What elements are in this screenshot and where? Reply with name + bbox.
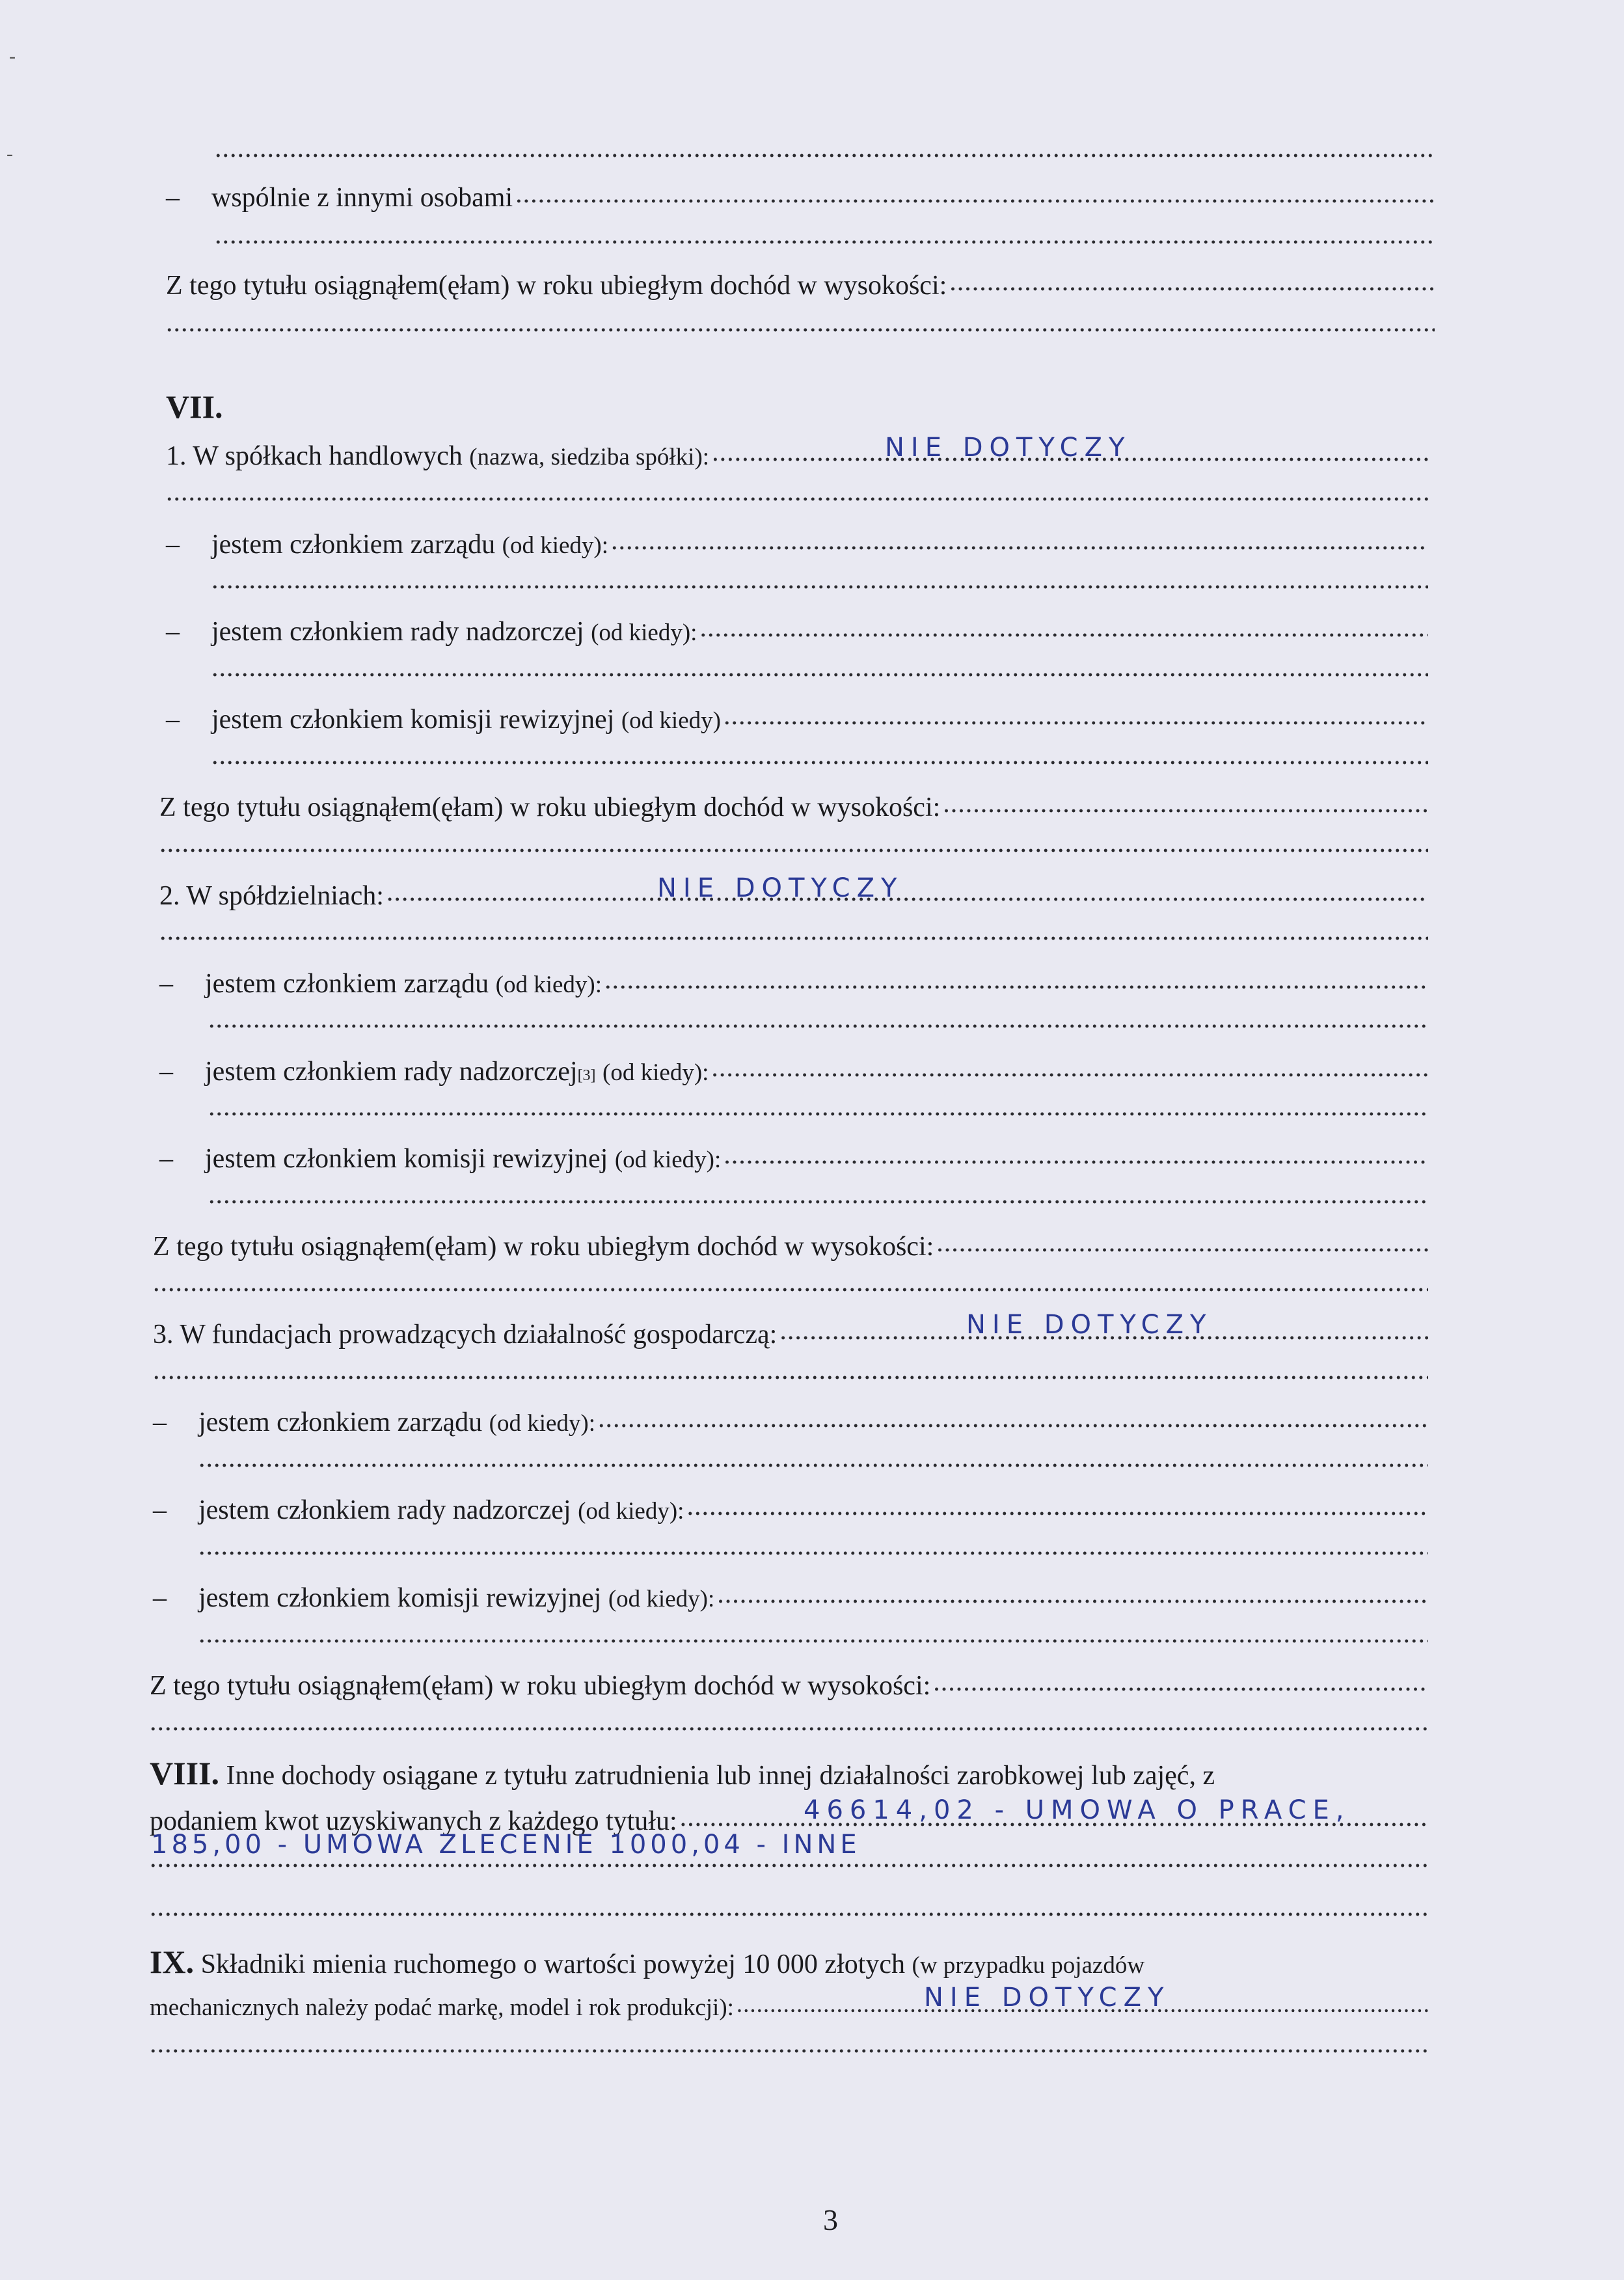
- rada-paren: (od kiedy):: [591, 619, 697, 646]
- sec9-text: Składniki mienia ruchomego o wartości powyżej 10 000 złotych: [200, 1949, 906, 1979]
- dotted-line: [198, 1448, 1428, 1476]
- dotted-line: [150, 1711, 1428, 1740]
- sec9-line1: [150, 1946, 1428, 1978]
- rada-paren: (od kiedy):: [602, 1059, 709, 1086]
- handwritten-answer: NIE DOTYCZY: [924, 1983, 1171, 2013]
- item3-line: [153, 1316, 1428, 1348]
- rada-paren: (od kiedy):: [578, 1498, 684, 1525]
- item1-line: [166, 433, 1428, 471]
- komisja-paren: (od kiedy):: [608, 1586, 715, 1612]
- dotted-line: [159, 833, 1428, 862]
- dochod-label: Z tego tytułu osiągnąłem(ęłam) w roku ubiegłym dochód w wysokości:: [166, 271, 947, 301]
- item1-lead: 1. W spółkach handlowych: [166, 441, 463, 471]
- komisja-label: jestem członkiem komisji rewizyjnej: [205, 1144, 608, 1174]
- dotted-line: [211, 657, 1428, 686]
- zarzad-paren: (od kiedy):: [489, 1410, 595, 1437]
- handwritten-answer: NIE DOTYCZY: [657, 873, 904, 903]
- rada-label: jestem członkiem rady nadzorczej: [211, 617, 584, 647]
- dotted-line: [208, 1184, 1428, 1213]
- dotted-line: [215, 138, 1435, 167]
- handwritten-answer: 46614,02 - UMOWA O PRACE,: [804, 1795, 1351, 1825]
- zarzad-paren: (od kiedy):: [495, 971, 602, 998]
- rada-label: jestem członkiem rady nadzorczej: [198, 1495, 571, 1525]
- dotted-line: [153, 1360, 1428, 1389]
- sec9-paren: (w przypadku pojazdów: [912, 1952, 1145, 1979]
- zarzad-label: jestem członkiem zarządu: [198, 1407, 483, 1437]
- rada-label: jestem członkiem rady nadzorczej: [205, 1057, 578, 1087]
- handwritten-answer: NIE DOTYCZY: [966, 1310, 1213, 1340]
- wspolnie-label: wspólnie z innymi osobami: [211, 183, 513, 213]
- wspolnie-line: – wspólnie z innymi osobami .....: [166, 179, 1435, 211]
- dotted-line: [166, 312, 1435, 341]
- zarzad3-line: – jestem członkiem zarządu (od kiedy): .....: [153, 1404, 1428, 1436]
- dotted-line: [211, 569, 1428, 598]
- dotted-line: [159, 921, 1428, 949]
- zarzad-label: jestem członkiem zarządu: [211, 530, 496, 560]
- dotted-line: [153, 1272, 1428, 1301]
- dochod-line-top: [166, 267, 1435, 299]
- item3-lead: 3. W fundacjach prowadzących działalność gospodarczą:: [153, 1320, 778, 1350]
- dotted-line: [215, 224, 1435, 253]
- section-heading-vii: VII.: [166, 388, 223, 425]
- rada3-line: – jestem członkiem rady nadzorczej (od kiedy): .....: [153, 1491, 1428, 1524]
- zarzad-label: jestem członkiem zarządu: [205, 969, 489, 999]
- komisja-paren: (od kiedy): [621, 707, 721, 734]
- komisja-label: jestem członkiem komisji rewizyjnej: [211, 705, 615, 735]
- dochod-line-2: [153, 1228, 1428, 1260]
- scan-mark: -: [7, 143, 13, 165]
- sec9-text: mechanicznych należy podać markę, model i rok produkcji):: [150, 1994, 734, 2021]
- komisja-label: jestem członkiem komisji rewizyjnej: [198, 1583, 602, 1613]
- komisja-line: – jestem członkiem komisji rewizyjnej (od kiedy) .....: [166, 701, 1428, 733]
- dotted-line: [150, 2033, 1428, 2062]
- rada2-line: – jestem członkiem rady nadzorczej [3] (od kiedy): .....: [159, 1053, 1428, 1085]
- handwritten-answer: NIE DOTYCZY: [885, 433, 1131, 463]
- zarzad-line: – jestem członkiem zarządu (od kiedy): .....: [166, 526, 1428, 558]
- komisja2-line: – jestem członkiem komisji rewizyjnej (od kiedy): .....: [159, 1140, 1428, 1173]
- komisja3-line: – jestem członkiem komisji rewizyjnej (od kiedy): .....: [153, 1579, 1428, 1612]
- dotted-line: [208, 1096, 1428, 1125]
- dotted-line: [150, 1897, 1428, 1925]
- dochod-label: Z tego tytułu osiągnąłem(ęłam) w roku ubiegłym dochód w wysokości:: [150, 1671, 931, 1701]
- item1-paren: (nazwa, siedziba spółki):: [469, 444, 710, 470]
- dotted-line: [198, 1536, 1428, 1564]
- dotted-line: [211, 745, 1428, 774]
- sec9-line2: [150, 1991, 1428, 2020]
- footnote-ref: [3]: [577, 1067, 596, 1084]
- page-number: 3: [823, 2203, 838, 2236]
- komisja-paren: (od kiedy):: [614, 1147, 722, 1173]
- item2-lead: 2. W spółdzielniach:: [159, 881, 384, 911]
- dotted-line: [198, 1623, 1428, 1652]
- zarzad2-line: – jestem członkiem zarządu (od kiedy): .....: [159, 965, 1428, 998]
- scan-mark: -: [9, 46, 16, 67]
- dochod-label: Z tego tytułu osiągnąłem(ęłam) w roku ubiegłym dochód w wysokości:: [153, 1232, 934, 1262]
- sec8-text: podaniem kwot uzyskiwanych z każdego tytułu:: [150, 1806, 677, 1836]
- section-heading-ix: IX.: [150, 1944, 195, 1980]
- sec8-text: Inne dochody osiągane z tytułu zatrudnienia lub innej działalności zarobkowej lub zajęć, z: [226, 1761, 1215, 1791]
- dochod-line-3: [150, 1667, 1428, 1700]
- dotted-line: [208, 1009, 1428, 1037]
- section-heading-viii: VIII.: [150, 1755, 219, 1791]
- rada-line: – jestem członkiem rady nadzorczej (od kiedy): .....: [166, 613, 1428, 645]
- dotted-line: [166, 482, 1428, 510]
- sec8-line1: [150, 1757, 1428, 1789]
- dochod-label: Z tego tytułu osiągnąłem(ęłam) w roku ubiegłym dochód w wysokości:: [159, 793, 941, 822]
- handwritten-answer: 185,00 - UMOWA ZLECENIE 1000,04 - INNE: [151, 1830, 861, 1860]
- zarzad-paren: (od kiedy):: [502, 532, 608, 559]
- dochod-line-1: [159, 789, 1428, 821]
